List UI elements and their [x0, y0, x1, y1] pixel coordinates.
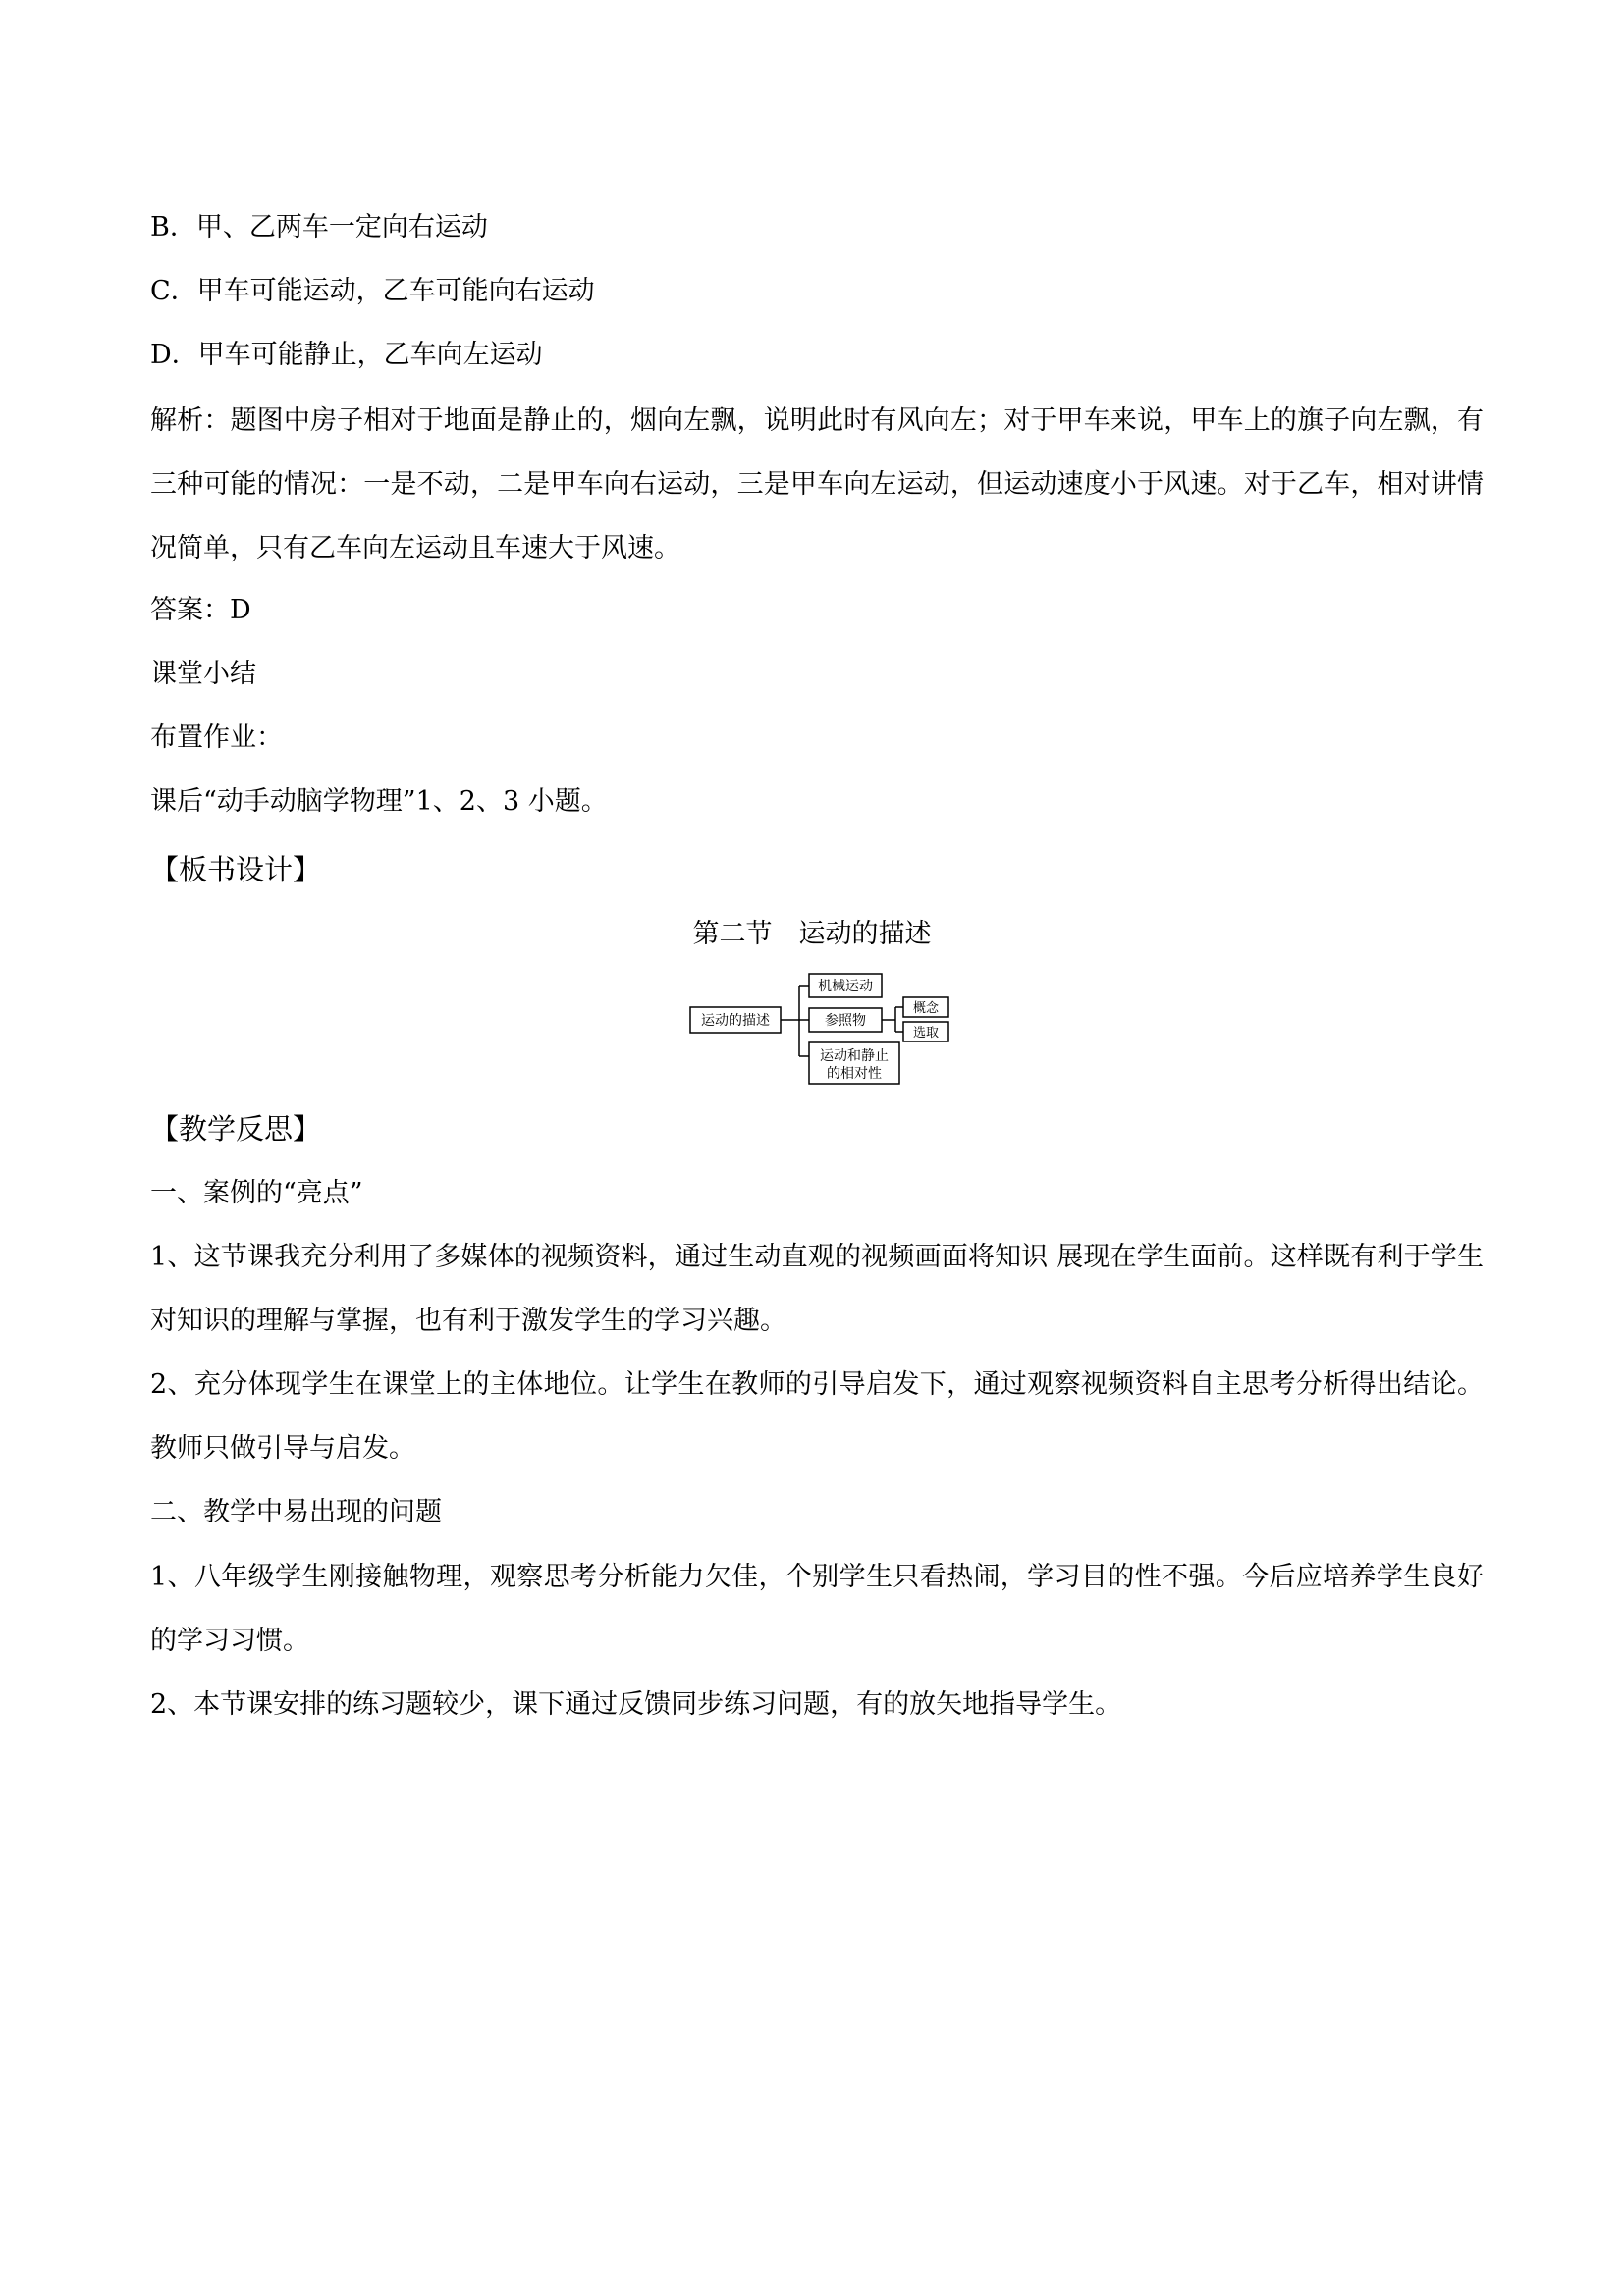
- section1-title: 一、案例的“亮点”: [150, 1178, 363, 1208]
- diagram-sub2-label: 选取: [912, 1026, 940, 1041]
- section1-item1: 1、这节课我充分利用了多媒体的视频资料，通过生动直观的视频画面将知识 展现在学生面前。这样既有利于学生对知识的理解与掌握，也有利于激发学生的学习兴趣。: [150, 1242, 1484, 1336]
- concept-tree-svg: [689, 968, 952, 1090]
- reflection-heading: 【教学反思】: [150, 1112, 322, 1146]
- section2-title: 二、教学中易出现的问题: [150, 1497, 442, 1527]
- summary-line: 课堂小结: [150, 659, 256, 689]
- option-c: C．甲车可能运动，乙车可能向右运动: [150, 276, 595, 306]
- diagram-sub1-label: 概念: [912, 1001, 940, 1016]
- section2-item2: 2、本节课安排的练习题较少，课下通过反馈同步练习问题，有的放矢地指导学生。: [150, 1689, 1122, 1720]
- board-design-heading: 【板书设计】: [150, 853, 322, 886]
- option-b: B．甲、乙两车一定向右运动: [150, 212, 488, 242]
- analysis-paragraph: 解析：题图中房子相对于地面是静止的，烟向左飘，说明此时有风向左；对于甲车来说，甲车上的旗子向左飘，有三种可能的情况：一是不动，二是甲车向右运动，三是甲车向左运动，但运动速度小于风速。对于乙车，相对讲情况简单，只有乙车向左运动且车速大于风速。: [150, 405, 1484, 563]
- diagram-branch2-label: 参照物: [825, 1013, 866, 1029]
- section2-item1: 1、八年级学生刚接触物理，观察思考分析能力欠佳，个别学生只看热闹，学习目的性不强。今后应培养学生良好的学习习惯。: [150, 1562, 1484, 1656]
- section1-item2: 2、充分体现学生在课堂上的主体地位。让学生在教师的引导启发下，通过观察视频资料自主思考分析得出结论。教师只做引导与启发。: [150, 1369, 1484, 1464]
- diagram-branch3-line2: 的相对性: [827, 1066, 882, 1082]
- option-d: D．甲车可能静止，乙车向左运动: [150, 340, 543, 370]
- answer-line: 答案：D: [150, 595, 251, 625]
- diagram-root-label: 运动的描述: [701, 1013, 770, 1029]
- diagram-branch1-label: 机械运动: [818, 979, 873, 994]
- board-title: 第二节 运动的描述: [692, 919, 932, 949]
- homework-line: 课后“动手动脑学物理”1、2、3 小题。: [150, 786, 608, 817]
- homework-title: 布置作业：: [150, 722, 283, 753]
- diagram-branch3-line1: 运动和静止: [820, 1048, 889, 1064]
- board-diagram: [689, 968, 952, 1090]
